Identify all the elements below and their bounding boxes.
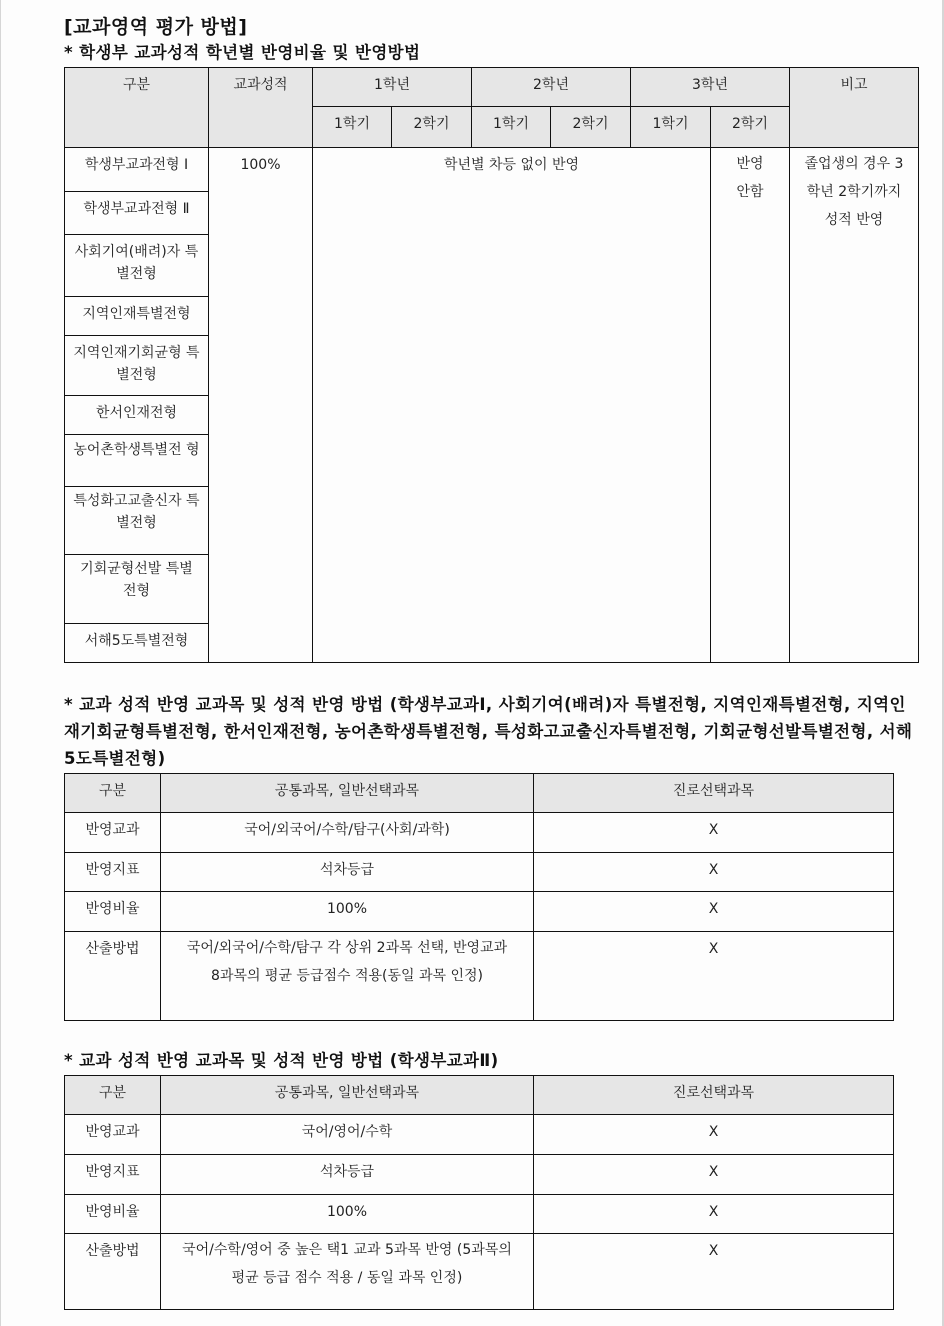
header-y2-sem1: 1학기 bbox=[472, 107, 551, 148]
header-y1-sem1: 1학기 bbox=[313, 107, 392, 148]
year3-sem2-text: 반영 안함 bbox=[711, 148, 790, 663]
row-label: 산출방법 bbox=[65, 932, 161, 1021]
row-label: 특성화고교출신자 특별전형 bbox=[65, 487, 209, 555]
section1-heading: * 학생부 교과성적 학년별 반영비율 및 반영방법 bbox=[64, 43, 421, 62]
reflection-text: 학년별 차등 없이 반영 bbox=[313, 148, 711, 663]
row-label: 서해5도특별전형 bbox=[65, 624, 209, 663]
row-label: 농어촌학생특별전 형 bbox=[65, 435, 209, 487]
header-common-subjects: 공통과목, 일반선택과목 bbox=[161, 774, 534, 813]
table-row bbox=[65, 1195, 894, 1234]
common-value: 국어/외국어/수학/탐구 각 상위 2과목 선택, 반영교과 8과목의 평균 등급점수 적용(동일 과목 인정) bbox=[161, 932, 534, 1021]
header-note: 비고 bbox=[790, 68, 919, 148]
row-label: 사회기여(배려)자 특별전형 bbox=[65, 235, 209, 297]
common-value: 100% bbox=[161, 892, 534, 932]
row-label: 반영지표 bbox=[65, 1155, 161, 1195]
row-label: 지역인재특별전형 bbox=[65, 297, 209, 336]
common-value: 석차등급 bbox=[161, 1155, 534, 1195]
row-label: 지역인재기회균형 특별전형 bbox=[65, 336, 209, 396]
row-label: 산출방법 bbox=[65, 1234, 161, 1310]
table-row bbox=[65, 892, 894, 932]
header-career-subjects: 진로선택과목 bbox=[534, 1076, 894, 1115]
common-value: 100% bbox=[161, 1195, 534, 1234]
career-value: X bbox=[534, 1115, 894, 1155]
header-y3-sem2: 2학기 bbox=[711, 107, 790, 148]
note-text: 졸업생의 경우 3학년 2학기까지 성적 반영 bbox=[790, 148, 919, 663]
header-career-subjects: 진로선택과목 bbox=[534, 774, 894, 813]
table-row bbox=[65, 1155, 894, 1195]
header-category: 구분 bbox=[65, 774, 161, 813]
career-value: X bbox=[534, 932, 894, 1021]
row-label: 반영교과 bbox=[65, 1115, 161, 1155]
section3-heading: * 교과 성적 반영 교과목 및 성적 반영 방법 (학생부교과Ⅱ) bbox=[64, 1051, 499, 1070]
table-row bbox=[65, 1234, 894, 1310]
header-year2: 2학년 bbox=[472, 68, 631, 107]
career-value: X bbox=[534, 853, 894, 892]
header-year1: 1학년 bbox=[313, 68, 472, 107]
table-row bbox=[65, 1115, 894, 1155]
table-row bbox=[65, 932, 894, 1021]
header-y3-sem1: 1학기 bbox=[631, 107, 711, 148]
row-label: 반영지표 bbox=[65, 853, 161, 892]
row-label: 반영비율 bbox=[65, 1195, 161, 1234]
row-label: 반영비율 bbox=[65, 892, 161, 932]
career-value: X bbox=[534, 1155, 894, 1195]
header-category: 구분 bbox=[65, 68, 209, 148]
row-label: 반영교과 bbox=[65, 813, 161, 853]
row-label: 학생부교과전형 Ⅰ bbox=[65, 148, 209, 192]
header-y1-sem2: 2학기 bbox=[392, 107, 472, 148]
header-grade-score: 교과성적 bbox=[209, 68, 313, 148]
common-value: 국어/영어/수학 bbox=[161, 1115, 534, 1155]
header-category: 구분 bbox=[65, 1076, 161, 1115]
table-row bbox=[65, 853, 894, 892]
header-common-subjects: 공통과목, 일반선택과목 bbox=[161, 1076, 534, 1115]
page-left-border bbox=[0, 0, 1, 1326]
header-year3: 3학년 bbox=[631, 68, 790, 107]
grade-reflection-table bbox=[64, 67, 919, 663]
row-label: 학생부교과전형 Ⅱ bbox=[65, 192, 209, 235]
common-value: 국어/외국어/수학/탐구(사회/과학) bbox=[161, 813, 534, 853]
header-y2-sem2: 2학기 bbox=[551, 107, 631, 148]
row-label: 기회균형선발 특별전형 bbox=[65, 555, 209, 624]
career-value: X bbox=[534, 1195, 894, 1234]
table-row bbox=[65, 813, 894, 853]
grade-score-value: 100% bbox=[209, 148, 313, 663]
career-value: X bbox=[534, 892, 894, 932]
page-title: [교과영역 평가 방법] bbox=[64, 16, 248, 38]
career-value: X bbox=[534, 1234, 894, 1310]
row-label: 한서인재전형 bbox=[65, 396, 209, 435]
subjects-table-2 bbox=[64, 1075, 894, 1310]
career-value: X bbox=[534, 813, 894, 853]
section2-heading: * 교과 성적 반영 교과목 및 성적 반영 방법 (학생부교과Ⅰ, 사회기여(배려)자 특별전형, 지역인재특별전형, 지역인재기회균형특별전형, 한서인재전형, 농어촌학생특별전형, 특성화고교출신자특별전형, 기회균형선발특별전형, 서해5도특별전형) bbox=[64, 695, 913, 768]
common-value: 석차등급 bbox=[161, 853, 534, 892]
common-value: 국어/수학/영어 중 높은 택1 교과 5과목 반영 (5과목의 평균 등급 점수 적용 / 동일 과목 인정) bbox=[161, 1234, 534, 1310]
subjects-table-1 bbox=[64, 773, 894, 1021]
